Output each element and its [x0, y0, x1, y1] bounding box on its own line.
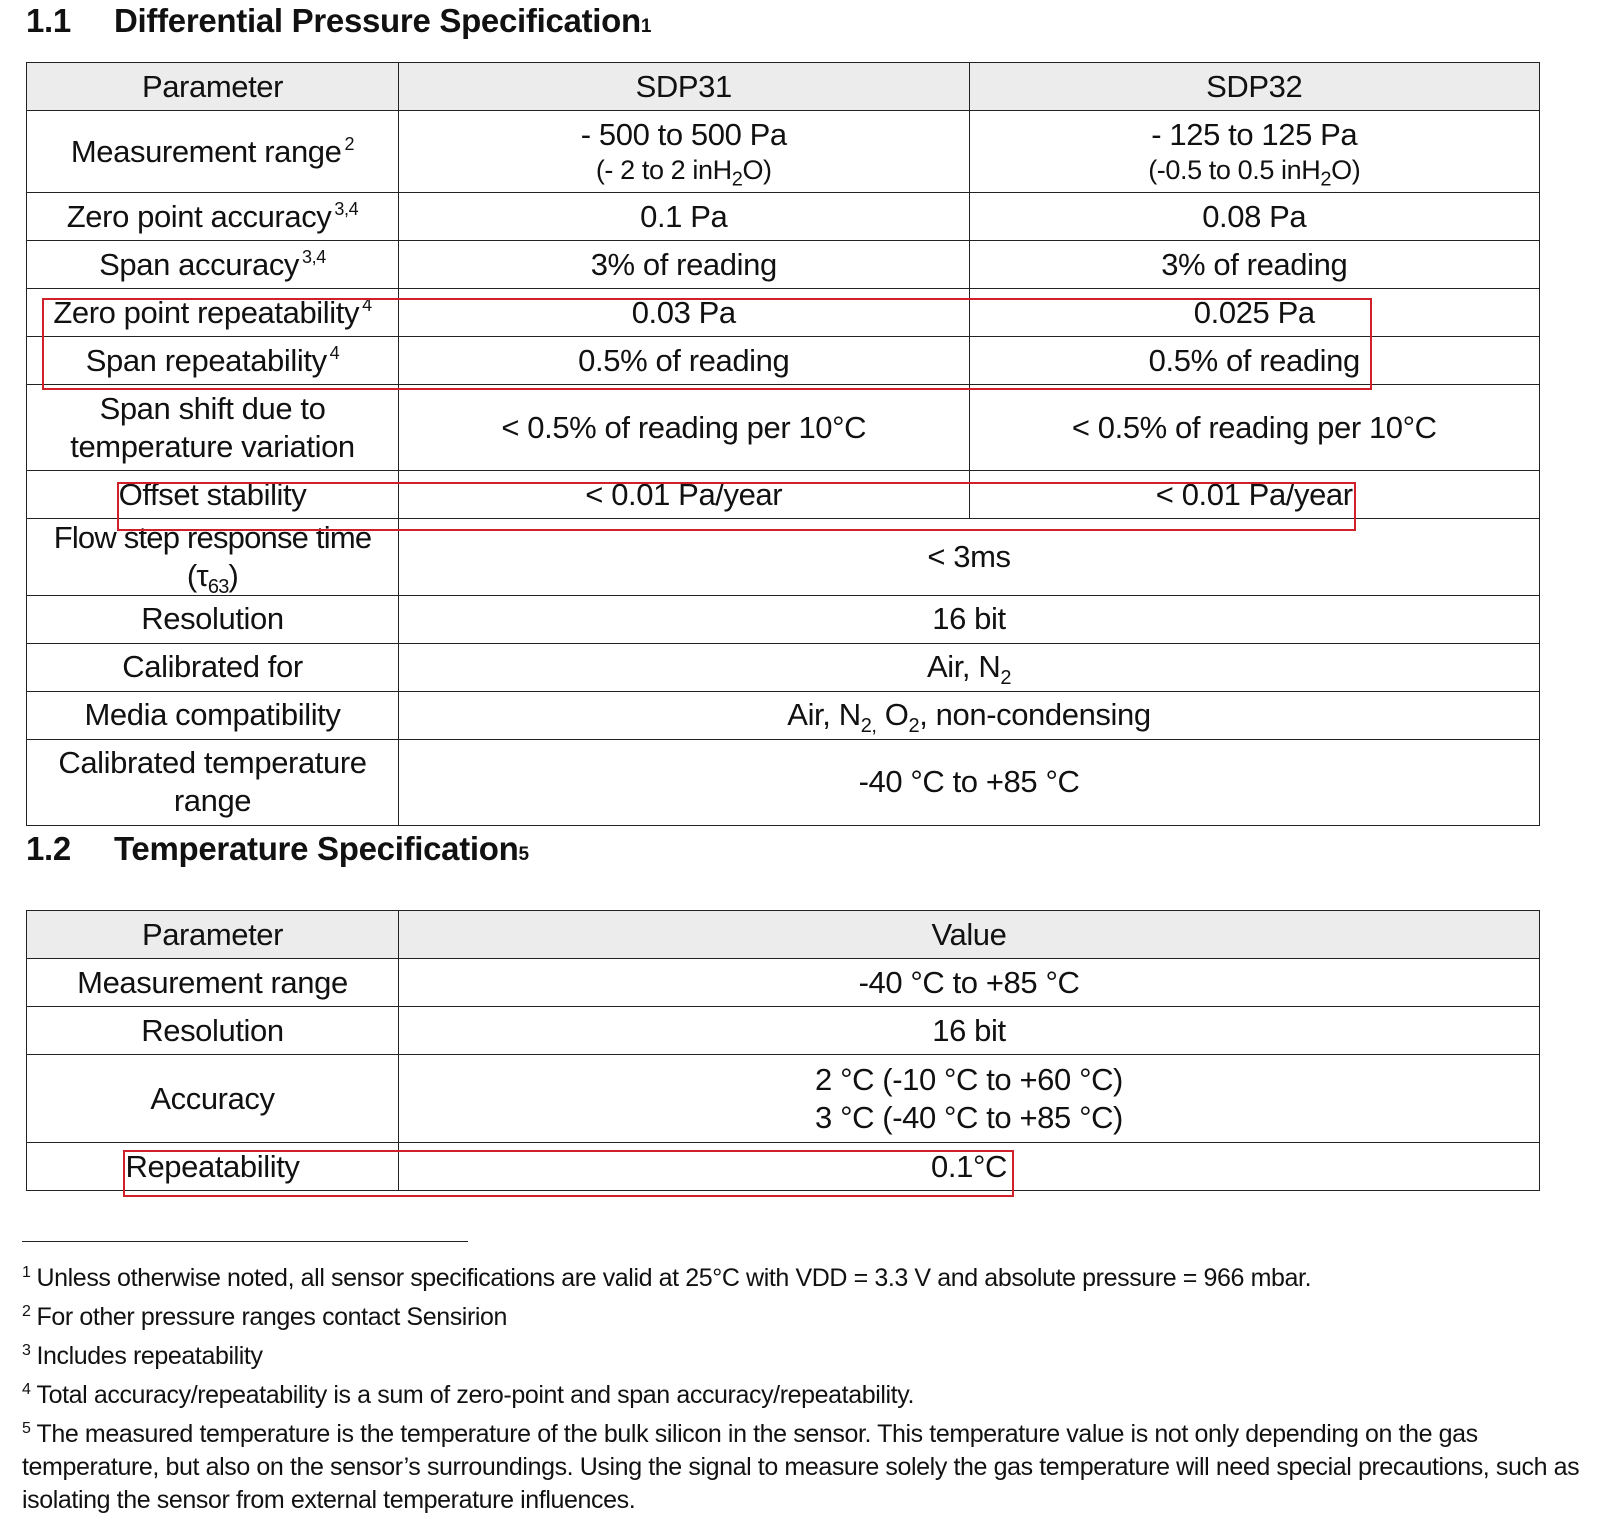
section-number: 1.1: [26, 2, 71, 39]
row-zero-point-accuracy: [27, 193, 1540, 241]
param-cell: Resolution: [27, 1007, 399, 1055]
section-title: Temperature Specification: [114, 830, 519, 867]
footnote: $^5$ The measured temperature is the temperature of the bulk silicon in the sensor. This temperature value is not only depending on the gas temperature, but also on the sensor’s surroundings. Using the signal to measure solely the gas temperature will need special precautions, such as isolating the sensor from external temperature influences.: [22, 1419, 1580, 1514]
sdp31-value: < 0.5% of reading per 10°C: [399, 385, 970, 471]
shared-value: Air, $N_2$: [399, 643, 1540, 691]
shared-value: 16 bit: [399, 595, 1540, 643]
sdp31-value: 3% of reading: [399, 241, 970, 289]
row-zero-point-repeatability: [27, 289, 1540, 337]
header-value: Value: [399, 911, 1540, 959]
sdp32-value: < 0.5% of reading per 10°C: [969, 385, 1540, 471]
param-cell: Resolution: [27, 595, 399, 643]
param-cell: Media compatibility: [27, 691, 399, 739]
sdp32-value: < 0.01 Pa/year: [969, 471, 1540, 519]
param-cell: [27, 739, 399, 825]
value-cell: 0.1°C: [399, 1143, 1540, 1191]
param-cell: [27, 385, 399, 471]
value-line: 2 °C (-10 °C to +60 °C): [815, 1061, 1123, 1097]
value-line-inh2o: (- 2 to 2 inH$_2$O): [595, 154, 772, 191]
param-label-line: range: [173, 783, 252, 819]
temperature-table: [26, 910, 1540, 1191]
value-line-inh2o: (-0.5 to 0.5 inH$_2$O): [1148, 154, 1361, 191]
sdp31-value: 0.5% of reading: [399, 337, 970, 385]
row-span-repeatability: [27, 337, 1540, 385]
footnote-ref: 3,4: [302, 247, 326, 268]
param-cell: Span repeatability $^4$: [27, 337, 399, 385]
footnote: $^1$ Unless otherwise noted, all sensor specifications are valid at 25°C with VDD = 3.3 V and absolute pressure = 966 mbar.: [22, 1263, 1312, 1292]
row-span-shift: [27, 385, 1540, 471]
row-resolution: [27, 595, 1540, 643]
footnotes: [22, 1262, 1582, 1523]
shared-value: < 3ms: [399, 519, 1540, 596]
sdp32-value: 0.08 Pa: [969, 193, 1540, 241]
param-cell: Span accuracy $^{3,4}$: [27, 241, 399, 289]
row-resolution: [27, 1007, 1540, 1055]
footnote: $^2$ For other pressure ranges contact Sensirion: [22, 1302, 508, 1331]
footnote-ref: 4: [329, 343, 340, 364]
header-sdp32: SDP32: [969, 63, 1540, 111]
header-sdp31: SDP31: [399, 63, 970, 111]
sdp32-value: 3% of reading: [969, 241, 1540, 289]
footnote-ref: 3,4: [334, 199, 359, 220]
shared-value: -40 °C to +85 °C: [399, 739, 1540, 825]
param-cell: [27, 111, 399, 193]
section-title: Differential Pressure Specification: [114, 2, 641, 39]
sdp32-value: 0.025 Pa: [969, 289, 1540, 337]
param-cell: Repeatability: [27, 1143, 399, 1191]
sdp32-value: [969, 111, 1540, 193]
header-parameter: Parameter: [27, 63, 399, 111]
param-cell: Calibrated for: [27, 643, 399, 691]
section-heading-1-1: 1.1 Differential Pressure Specification 1: [26, 2, 652, 39]
row-offset-stability: [27, 471, 1540, 519]
sdp31-value: 0.03 Pa: [399, 289, 970, 337]
value-line: - 500 to 500 Pa: [580, 117, 787, 153]
row-media-compatibility: [27, 691, 1540, 739]
param-label-line: Calibrated temperature: [58, 745, 367, 781]
header-parameter: Parameter: [27, 911, 399, 959]
footnote: $^4$ Total accuracy/repeatability is a sum of zero-point and span accuracy/repeatability.: [22, 1380, 915, 1409]
value-cell: [399, 1055, 1540, 1143]
value-line: - 125 to 125 Pa: [1151, 117, 1358, 153]
shared-value: Air, $N_{2,}$ $O_2$, non-condensing: [399, 691, 1540, 739]
value-cell: 16 bit: [399, 1007, 1540, 1055]
value-cell: -40 °C to +85 °C: [399, 959, 1540, 1007]
row-measurement-range: [27, 111, 1540, 193]
param-cell: Zero point accuracy $^{3,4}$: [27, 193, 399, 241]
param-cell: Zero point repeatability $^4$: [27, 289, 399, 337]
sdp31-value: < 0.01 Pa/year: [399, 471, 970, 519]
param-cell: Measurement range: [27, 959, 399, 1007]
sdp31-value: [399, 111, 970, 193]
param-cell: Flow step response time $(\tau_{63})$: [27, 519, 399, 596]
row-calibrated-temperature-range: [27, 739, 1540, 825]
row-accuracy: [27, 1055, 1540, 1143]
row-repeatability: [27, 1143, 1540, 1191]
row-span-accuracy: [27, 241, 1540, 289]
param-cell: Accuracy: [27, 1055, 399, 1143]
footnote: $^3$ Includes repeatability: [22, 1341, 263, 1370]
table-header-row: [27, 63, 1540, 111]
footnote-ref: 4: [362, 295, 372, 316]
row-calibrated-for: [27, 643, 1540, 691]
section-heading-1-2: 1.2 Temperature Specification 5: [26, 830, 529, 867]
row-measurement-range: [27, 959, 1540, 1007]
param-label: Measurement range: [70, 133, 342, 169]
param-cell: Offset stability: [27, 471, 399, 519]
footnote-ref: 2: [344, 134, 355, 155]
differential-pressure-table: [26, 62, 1540, 826]
param-label-line: temperature variation: [70, 428, 355, 464]
sdp32-value: 0.5% of reading: [969, 337, 1540, 385]
row-flow-step-response: [27, 519, 1540, 596]
section-number: 1.2: [26, 830, 71, 867]
footnote-divider: [22, 1241, 468, 1242]
sdp31-value: 0.1 Pa: [399, 193, 970, 241]
param-label-line: Span shift due to: [99, 390, 326, 426]
table-header-row: [27, 911, 1540, 959]
value-line: 3 °C (-40 °C to +85 °C): [815, 1099, 1123, 1135]
